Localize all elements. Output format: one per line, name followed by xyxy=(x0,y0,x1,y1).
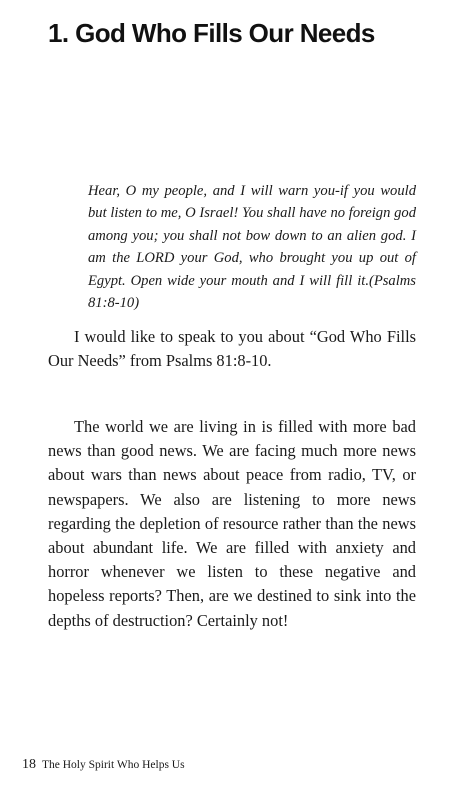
page-footer xyxy=(22,755,185,773)
intro-paragraph: I would like to speak to you about “God Who Fills Our Needs” from Psalms 81:8-10. xyxy=(48,327,416,371)
scripture-epigraph: Hear, O my people, and I will warn you-if you would but listen to me, O Israel! You shall have no foreign god among you; you shall not bow down to an alien god. I am the LORD your God, who brought you up out of Egypt. Open wide your mouth and I will fill it.(Psalms 81:8-10) xyxy=(88,183,416,312)
page-number: 18 xyxy=(22,757,36,772)
chapter-title: 1. God Who Fills Our Needs xyxy=(48,18,375,48)
running-title: The Holy Spirit Who Helps Us xyxy=(42,759,185,771)
body-paragraph: The world we are living in is filled with more bad news than good news. We are facing much more news about wars than news about peace from radio, TV, or newspapers. We also are listening to more news regarding the depletion of resource rather than the news about abundant life. We are filled with anxiety and horror whenever we listen to these negative and hopeless reports? Then, are we destined to sink into the depths of destruction? Certainly not! xyxy=(48,417,416,630)
